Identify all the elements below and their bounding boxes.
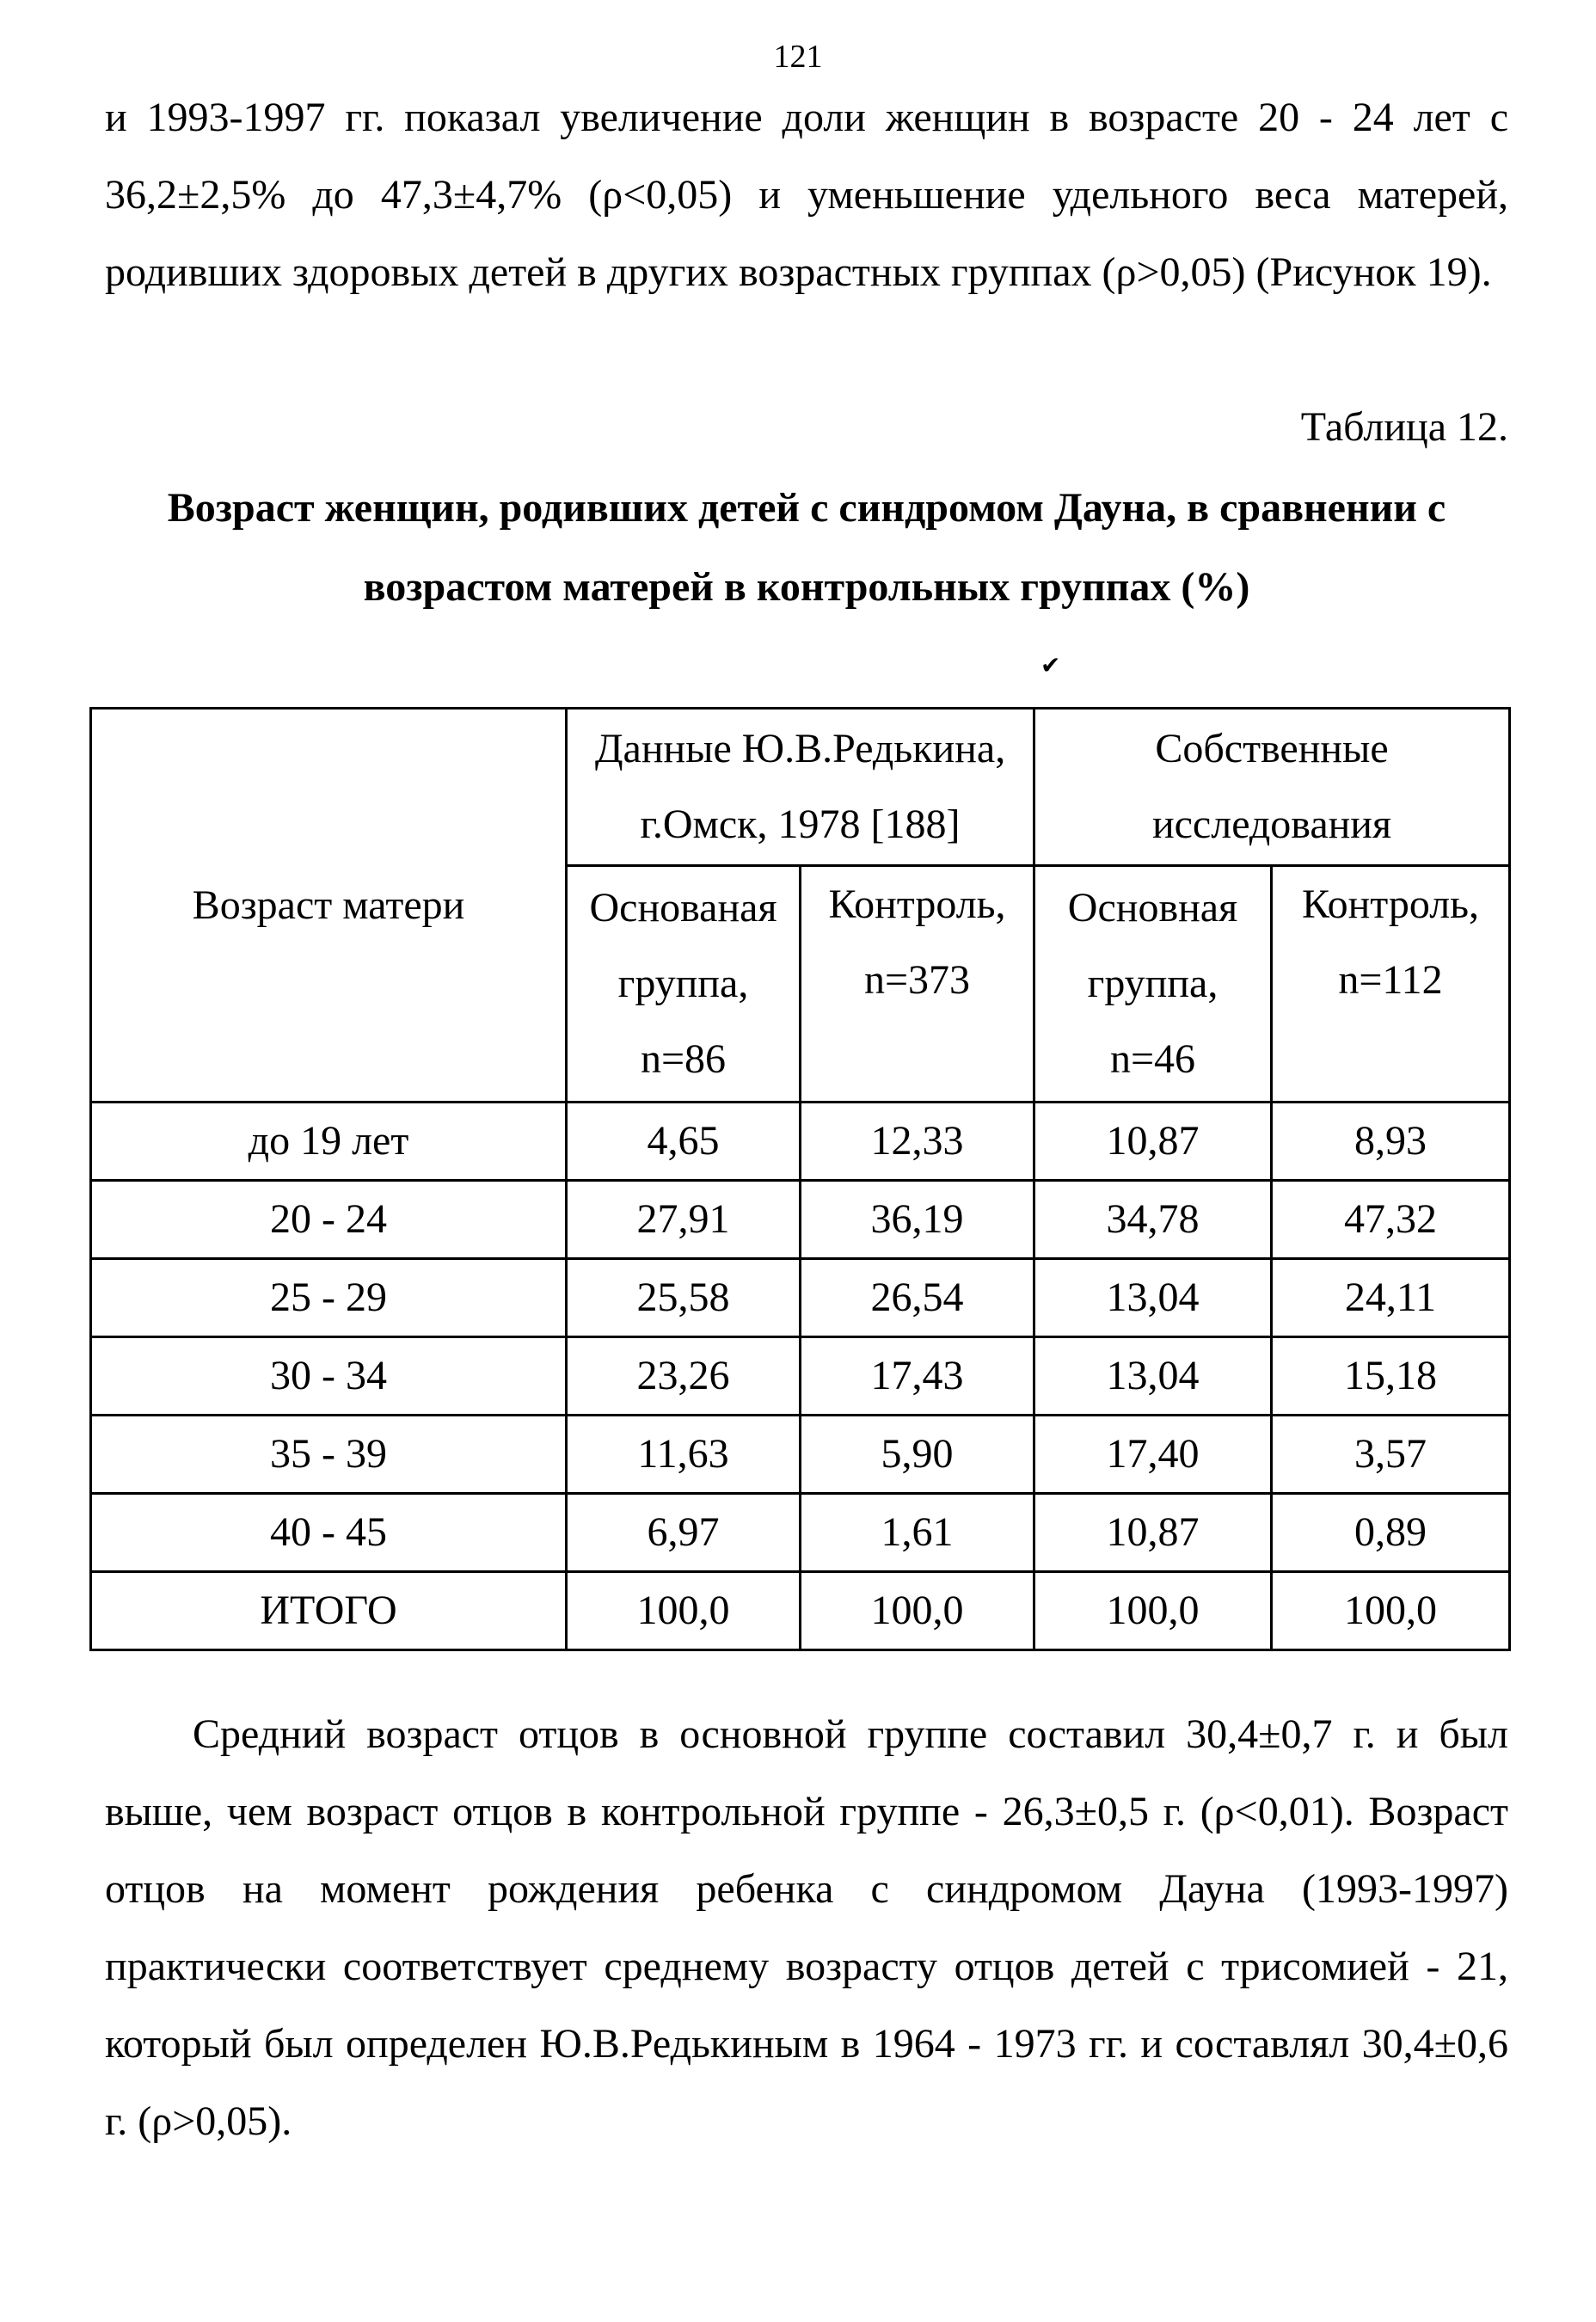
value-cell: 15,18 [1272,1337,1510,1416]
value-cell: 8,93 [1272,1103,1510,1181]
age-cell: 40 - 45 [91,1494,567,1572]
table-title: Возраст женщин, родивших детей с синдромом Дауна, в сравнении с возрастом матерей в контрольных группах (%) [167,485,1446,610]
header-own-research: Собственные исследования [1034,709,1510,866]
header-redkin-main-group: Основаная группа, n=86 [567,866,801,1103]
table-row [91,1416,1510,1494]
value-cell: 34,78 [1034,1181,1272,1259]
table-row [91,1181,1510,1259]
age-cell: ИТОГО [91,1572,567,1650]
table-label: Таблица 12. [1300,404,1508,450]
value-cell: 11,63 [567,1416,801,1494]
value-cell: 13,04 [1034,1337,1272,1416]
table-row-total [91,1572,1510,1650]
header-own-main-group: Основная группа, n=46 [1034,866,1272,1103]
value-cell: 100,0 [1034,1572,1272,1650]
mother-age-table [89,707,1511,1651]
page-number: 121 [773,39,823,75]
age-cell: 35 - 39 [91,1416,567,1494]
paragraph-fathers-age: Средний возраст отцов в основной группе составил 30,4±0,7 г. и был выше, чем возраст отцов в контрольной группе - 26,3±0,5 г. (ρ<0,01). Возраст отцов на момент рождения ребенка с синдромом Дауна (1993-1997) практически соответствует среднему возрасту отцов детей с трисомией - 21, который был определен Ю.В.Редькиным в 1964 - 1973 гг. и составлял 30,4±0,6 г. (ρ>0,05). [105,1711,1508,2144]
value-cell: 3,57 [1272,1416,1510,1494]
value-cell: 100,0 [801,1572,1034,1650]
value-cell: 36,19 [801,1181,1034,1259]
header-redkin-control: Контроль, n=373 [801,866,1034,1103]
table-row [91,1103,1510,1181]
value-cell: 17,43 [801,1337,1034,1416]
value-cell: 27,91 [567,1181,801,1259]
value-cell: 5,90 [801,1416,1034,1494]
value-cell: 10,87 [1034,1103,1272,1181]
value-cell: 17,40 [1034,1416,1272,1494]
table-row [91,1259,1510,1337]
value-cell: 26,54 [801,1259,1034,1337]
age-cell: до 19 лет [91,1103,567,1181]
value-cell: 47,32 [1272,1181,1510,1259]
header-own-control: Контроль, n=112 [1272,866,1510,1103]
value-cell: 1,61 [801,1494,1034,1572]
value-cell: 4,65 [567,1103,801,1181]
age-cell: 20 - 24 [91,1181,567,1259]
value-cell: 23,26 [567,1337,801,1416]
value-cell: 13,04 [1034,1259,1272,1337]
paragraph-intro: и 1993-1997 гг. показал увеличение доли женщин в возрасте 20 - 24 лет с 36,2±2,5% до 47,3±4,7% (ρ<0,05) и уменьшение удельного веса матерей, родивших здоровых детей в других возрастных группах (ρ>0,05) (Рисунок 19). [105,95,1508,295]
checkmark-icon: ✔ [1040,653,1061,679]
value-cell: 10,87 [1034,1494,1272,1572]
table-row [91,1337,1510,1416]
header-mother-age: Возраст матери [91,709,567,1103]
header-redkin-data: Данные Ю.В.Редькина, г.Омск, 1978 [188] [567,709,1034,866]
value-cell: 100,0 [1272,1572,1510,1650]
value-cell: 0,89 [1272,1494,1510,1572]
value-cell: 24,11 [1272,1259,1510,1337]
value-cell: 6,97 [567,1494,801,1572]
age-cell: 25 - 29 [91,1259,567,1337]
value-cell: 12,33 [801,1103,1034,1181]
age-cell: 30 - 34 [91,1337,567,1416]
table-row [91,1494,1510,1572]
value-cell: 25,58 [567,1259,801,1337]
value-cell: 100,0 [567,1572,801,1650]
